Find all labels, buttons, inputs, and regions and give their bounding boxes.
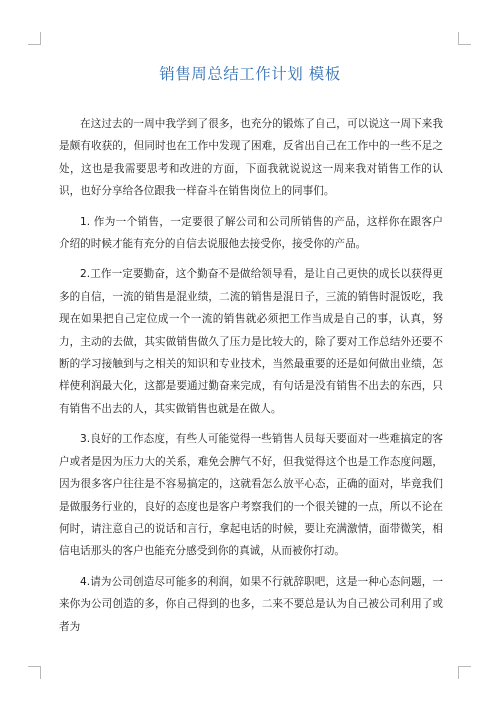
document-body <box>59 113 443 638</box>
crop-mark-bottom-left <box>28 666 41 679</box>
document-title: 销售周总结工作计划 模板 <box>159 65 341 83</box>
paragraph-intro: 在这过去的一周中我学到了很多，也充分的锻炼了自己，可以说这一周下来我是颇有收获的，但同时也在工作中发现了困难，反省出自己在工作中的一些不足之处，这也是我需要思考和改进的方面，下面我就说说这一周来我对销售工作的认识，也好分享给各位跟我一样奋斗在销售岗位上的同事们。 <box>59 118 443 198</box>
paragraph-point-1: 1. 作为一个销售，一定要很了解公司和公司所销售的产品，这样你在跟客户介绍的时候才能有充分的自信去说服他去接受你，接受你的产品。 <box>59 215 443 251</box>
paragraph-point-4: 4.请为公司创造尽可能多的利润，如果不行就辞职吧，这是一种心态问题，一来你为公司创造的多，你自己得到的也多，二来不要总是认为自己被公司利用了或者为 <box>59 575 443 633</box>
crop-mark-bottom-right <box>458 666 471 679</box>
crop-mark-top-right <box>458 32 471 45</box>
crop-mark-top-left <box>28 32 41 45</box>
paragraph-point-3: 3.良好的工作态度，有些人可能觉得一些销售人员每天要面对一些难搞定的客户或者是因为压力大的关系，难免会脾气不好，但我觉得这个也是工作态度问题，因为很多客户往往是不容易搞定的，这就看怎么放平心态，正确的面对，毕竟我们是做服务行业的，良好的态度也是客户考察我们的一个很关键的一点，所以不论在何时，请注意自己的说话和言行，拿起电话的时候，要让充满激情，面带微笑，相信电话那头的客户也能充分感受到你的真诚，从而被你打动。 <box>59 433 443 558</box>
paragraph-point-2: 2.工作一定要勤奋，这个勤奋不是做给领导看，是让自己更快的成长以获得更多的自信，一流的销售是混业绩，二流的销售是混日子，三流的销售时混饭吃，我现在如果把自己定位成一个一流的销售就必须把工作当成是自己的事，认真，努力，主动的去做，其实做销售做久了压力是比较大的，除了要对工作总结外还要不断的学习接触到与之相关的知识和专业技术，当然最重要的还是如何做出业绩，怎样使利润最大化，这都是要通过勤奋来完成，有句话是没有销售不出去的东西，只有销售不出去的人，其实做销售也就是在做人。 <box>59 268 443 415</box>
